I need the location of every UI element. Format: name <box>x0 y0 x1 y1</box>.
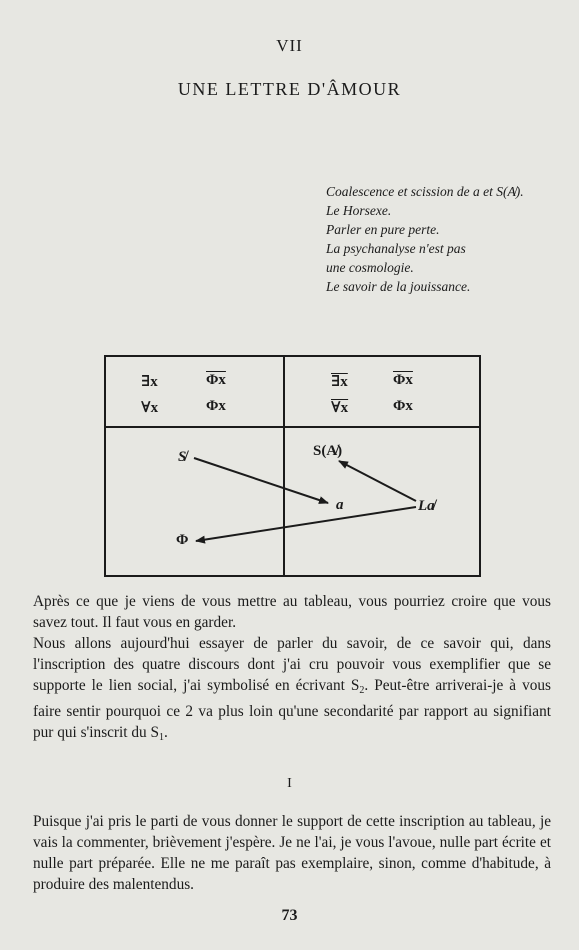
subscript-2: 2 <box>359 685 365 696</box>
subscript-1: 1 <box>158 732 164 743</box>
page-number: 73 <box>281 907 298 924</box>
formula-not-exists-x-right: ∃x <box>331 374 348 390</box>
sexuation-schema <box>104 355 481 577</box>
arrow-la-to-s-barred-a <box>339 461 416 501</box>
section-number: I <box>287 776 292 791</box>
paragraph-2 <box>33 633 551 748</box>
epigraph-line: Parler en pure perte. <box>326 222 440 237</box>
epigraph-line: une cosmologie. <box>326 260 414 275</box>
formula-exists-x-left: ∃x <box>141 374 158 390</box>
node-a: a <box>336 497 344 513</box>
epigraph-line: Coalescence et scission de a et S(A̸). <box>326 184 524 199</box>
chapter-title: UNE LETTRE D'ÂMOUR <box>177 79 402 99</box>
formula-phi-x-left: Φx <box>206 398 226 414</box>
paragraph-1: Après ce que je viens de vous mettre au tableau, vous pourriez croire que vous savez tout. Il faut vous en garder. <box>33 593 551 631</box>
epigraph-line: Le savoir de la jouissance. <box>326 279 471 294</box>
epigraph <box>326 182 566 296</box>
paragraph-3: Puisque j'ai pris le parti de vous donner le support de cette inscription au tableau, je vais la commenter, brièvement j'espère. Je ne l'ai, je vous l'avoue, nulle part écrite et nulle part préparée. Elle ne me paraît pas exemplaire, sinon, comme d'habitude, à produire des malentendus. <box>33 813 551 893</box>
chapter-number: VII <box>276 36 303 55</box>
paragraph-2-mid: . Peut-être arriverai-je à vous faire sentir pourquoi ce 2 va plus loin qu'une secondarité par rapport au signifiant pur qui s'inscrit du S <box>33 677 551 741</box>
paragraph-2-main: Nous allons aujourd'hui essayer de parler du savoir, de ce savoir qui, dans l'inscription des quatre discours dont j'ai cru pouvoir vous exemplifier que se supporte le lien social, j'ai symbolisé en écrivant S <box>33 635 551 694</box>
formula-forall-x-left: ∀x <box>141 400 159 416</box>
arrow-la-to-phi <box>196 507 416 541</box>
node-barred-s: S̸ <box>178 449 187 465</box>
arrow-s-to-a <box>194 458 328 503</box>
node-la: La̸ <box>418 498 435 514</box>
formula-not-forall-x-right: ∀x <box>331 400 349 416</box>
node-phi: Φ <box>176 532 189 548</box>
paragraph-2-end: . <box>163 724 168 741</box>
epigraph-line: La psychanalyse n'est pas <box>326 241 466 256</box>
schema-arrows <box>106 357 479 575</box>
formula-phi-x-right: Φx <box>393 398 413 414</box>
epigraph-line: Le Horsexe. <box>326 203 392 218</box>
formula-not-phi-x-left: $\overline{\Phi x}$ <box>206 372 226 388</box>
node-s-barred-a: S(A̸) <box>313 443 343 459</box>
formula-not-phi-x-right: $\overline{\Phi x}$ <box>393 372 413 388</box>
